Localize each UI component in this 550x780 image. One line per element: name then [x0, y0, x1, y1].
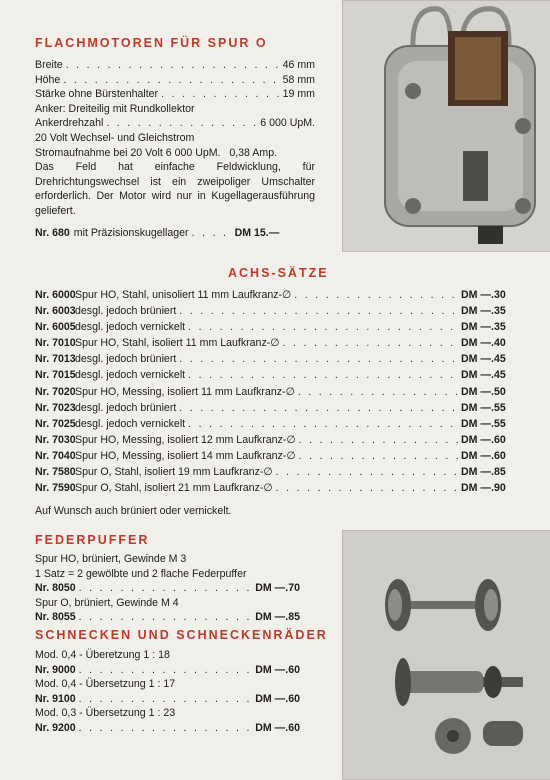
feder-row — [35, 610, 300, 625]
order-price: DM —.45 — [461, 353, 506, 366]
order-number: Nr. 7015 — [35, 369, 76, 382]
order-price: DM —.85 — [461, 466, 506, 479]
achs-heading: ACHS-SÄTZE — [228, 266, 329, 280]
order-number: Nr. 680 — [35, 226, 70, 239]
schnecken-desc: Mod. 0,3 - Übersetzung 1 : 23 — [35, 707, 176, 720]
order-price: DM —.50 — [461, 385, 506, 398]
order-price: DM —.45 — [461, 369, 506, 382]
order-text: mit Präzisionskugellager — [73, 226, 189, 239]
dot-leader — [299, 434, 458, 446]
order-price: DM —.60 — [255, 692, 300, 705]
achs-text: Spur HO, Messing, isoliert 11 mm Laufkranz-∅ — [75, 385, 295, 398]
motor-photo — [342, 0, 550, 252]
order-number: Nr. 9000 — [35, 663, 76, 676]
achs-row — [35, 321, 515, 337]
order-price: DM —.55 — [461, 417, 506, 430]
order-price: DM —.85 — [255, 611, 300, 624]
achs-text: desgl. jedoch brüniert — [75, 305, 177, 318]
schnecken-row — [35, 692, 300, 707]
order-number: Nr. 7590 — [35, 482, 76, 495]
achs-text: Spur O, Stahl, isoliert 19 mm Laufkranz-∅ — [75, 466, 273, 479]
feder-line: 1 Satz = 2 gewölbte und 2 flache Federpuffer — [35, 567, 247, 580]
achs-text: Spur O, Stahl, isoliert 21 mm Laufkranz-∅ — [75, 482, 273, 495]
dot-leader — [179, 305, 458, 317]
spec-label: Ankerdrehzahl — [35, 117, 104, 130]
achs-row — [35, 369, 515, 385]
schnecken-heading: SCHNECKEN UND SCHNECKENRÄDER — [35, 628, 328, 642]
dot-leader — [192, 226, 232, 241]
order-number: Nr. 6005 — [35, 321, 76, 334]
schnecken-row — [35, 721, 300, 736]
achs-row — [35, 450, 515, 466]
order-number: Nr. 7010 — [35, 337, 76, 350]
feder-heading: FEDERPUFFER — [35, 533, 150, 547]
schnecken-list — [35, 648, 335, 736]
dot-leader — [79, 663, 253, 678]
order-price: DM —.70 — [255, 582, 300, 595]
motor-order-row — [35, 226, 315, 241]
achs-text: Spur HO, Messing, isoliert 14 mm Laufkranz-∅ — [75, 449, 296, 462]
spec-row — [35, 87, 315, 102]
order-price: DM —.35 — [461, 305, 506, 318]
order-number: Nr. 7013 — [35, 353, 76, 366]
strom-line: 20 Volt Wechsel- und Gleichstrom — [35, 131, 195, 144]
feder-row — [35, 581, 300, 596]
order-price: DM —.90 — [461, 482, 506, 495]
achs-row — [35, 418, 515, 434]
spec-row — [35, 73, 315, 88]
order-price: DM —.60 — [255, 721, 300, 734]
spec-value: 58 mm — [282, 73, 315, 86]
order-number: Nr. 6000 — [35, 289, 76, 301]
schnecken-desc: Mod. 0,4 - Übersetzung 1 : 17 — [35, 678, 176, 691]
parts-photo — [342, 530, 550, 780]
dot-leader — [276, 482, 458, 494]
order-number: Nr. 8055 — [35, 611, 76, 624]
dot-leader — [79, 581, 253, 596]
order-price: DM —.60 — [461, 449, 506, 462]
dot-leader — [188, 418, 458, 430]
dot-leader — [79, 692, 253, 707]
dot-leader — [179, 402, 458, 414]
achs-row — [35, 305, 515, 321]
order-number: Nr. 7020 — [35, 385, 76, 398]
achs-text: Spur HO, Stahl, isoliert 11 mm Laufkranz-∅ — [75, 337, 280, 350]
achs-text: Spur HO, Messing, isoliert 12 mm Laufkranz-∅ — [75, 433, 296, 446]
feder-block — [35, 552, 335, 625]
dot-leader — [188, 369, 458, 381]
dot-leader — [79, 721, 253, 736]
spec-value: 19 mm — [282, 88, 315, 101]
achs-row — [35, 289, 515, 305]
achs-row — [35, 466, 515, 482]
dot-leader — [298, 386, 458, 398]
achs-text: desgl. jedoch brüniert — [75, 353, 177, 366]
order-price: DM 15.— — [234, 226, 280, 239]
achs-row — [35, 353, 515, 369]
achs-text: desgl. jedoch vernickelt — [75, 417, 186, 430]
achs-row — [35, 434, 515, 450]
achs-text: desgl. jedoch brüniert — [75, 401, 177, 414]
schnecken-desc: Mod. 0,4 - Überetzung 1 : 18 — [35, 649, 170, 661]
dot-leader — [161, 87, 280, 102]
dot-leader — [63, 73, 279, 88]
order-price: DM —.60 — [461, 433, 506, 446]
order-number: Nr. 7030 — [35, 433, 76, 446]
order-price: DM —.55 — [461, 401, 506, 414]
achs-text: desgl. jedoch vernickelt — [75, 321, 186, 334]
spec-row — [35, 58, 315, 73]
feder-line: Spur O, brüniert, Gewinde M 4 — [35, 596, 179, 609]
achs-note: Auf Wunsch auch brüniert oder vernickelt. — [35, 505, 232, 517]
achs-row — [35, 386, 515, 402]
order-number: Nr. 7025 — [35, 417, 76, 430]
dot-leader — [299, 450, 458, 462]
achs-text: desgl. jedoch vernickelt — [75, 369, 186, 382]
dot-leader — [276, 466, 458, 478]
spec-label: Stärke ohne Bürstenhalter — [35, 88, 159, 101]
order-number: Nr. 7580 — [35, 466, 76, 479]
dot-leader — [283, 337, 459, 349]
order-price: DM —.30 — [461, 289, 506, 301]
order-number: Nr. 8050 — [35, 582, 76, 595]
drehzahl-row — [35, 116, 315, 131]
dot-leader — [294, 289, 458, 301]
achs-row — [35, 402, 515, 418]
spec-value: 46 mm — [282, 59, 315, 71]
spec-label: Höhe — [35, 73, 61, 86]
order-number: Nr. 7023 — [35, 401, 76, 414]
achs-text: Spur HO, Stahl, unisoliert 11 mm Laufkranz-∅ — [75, 289, 292, 301]
dot-leader — [66, 58, 280, 73]
anker-line: Anker: Dreiteilig mit Rundkollektor — [35, 102, 195, 115]
schnecken-row — [35, 663, 300, 678]
dot-leader — [188, 321, 458, 333]
dot-leader — [79, 610, 253, 625]
order-price: DM —.60 — [255, 663, 300, 676]
aufnahme-line: Stromaufnahme bei 20 Volt 6 000 UpM. 0,38 Amp. — [35, 146, 278, 159]
achs-list — [35, 289, 515, 498]
achs-row — [35, 337, 515, 353]
spec-label: Breite — [35, 59, 63, 71]
achs-row — [35, 482, 515, 498]
motors-heading: FLACHMOTOREN FÜR SPUR O — [35, 36, 268, 50]
order-price: DM —.35 — [461, 321, 506, 334]
motor-description: Das Feld hat einfache Feldwicklung, für Drehrichtungswechsel ist ein zweipoliger Umschalter erforderlich. Der Motor wird nur in Kugellagerausführung geliefert. — [35, 161, 315, 217]
spec-value: 6 000 UpM. — [260, 117, 315, 130]
order-number: Nr. 9100 — [35, 692, 76, 705]
dot-leader — [106, 116, 257, 131]
order-number: Nr. 9200 — [35, 721, 76, 734]
motor-specs — [35, 58, 315, 240]
order-number: Nr. 7040 — [35, 449, 76, 462]
feder-line: Spur HO, brüniert, Gewinde M 3 — [35, 553, 187, 565]
dot-leader — [179, 353, 458, 365]
order-number: Nr. 6003 — [35, 305, 76, 318]
order-price: DM —.40 — [461, 337, 506, 350]
